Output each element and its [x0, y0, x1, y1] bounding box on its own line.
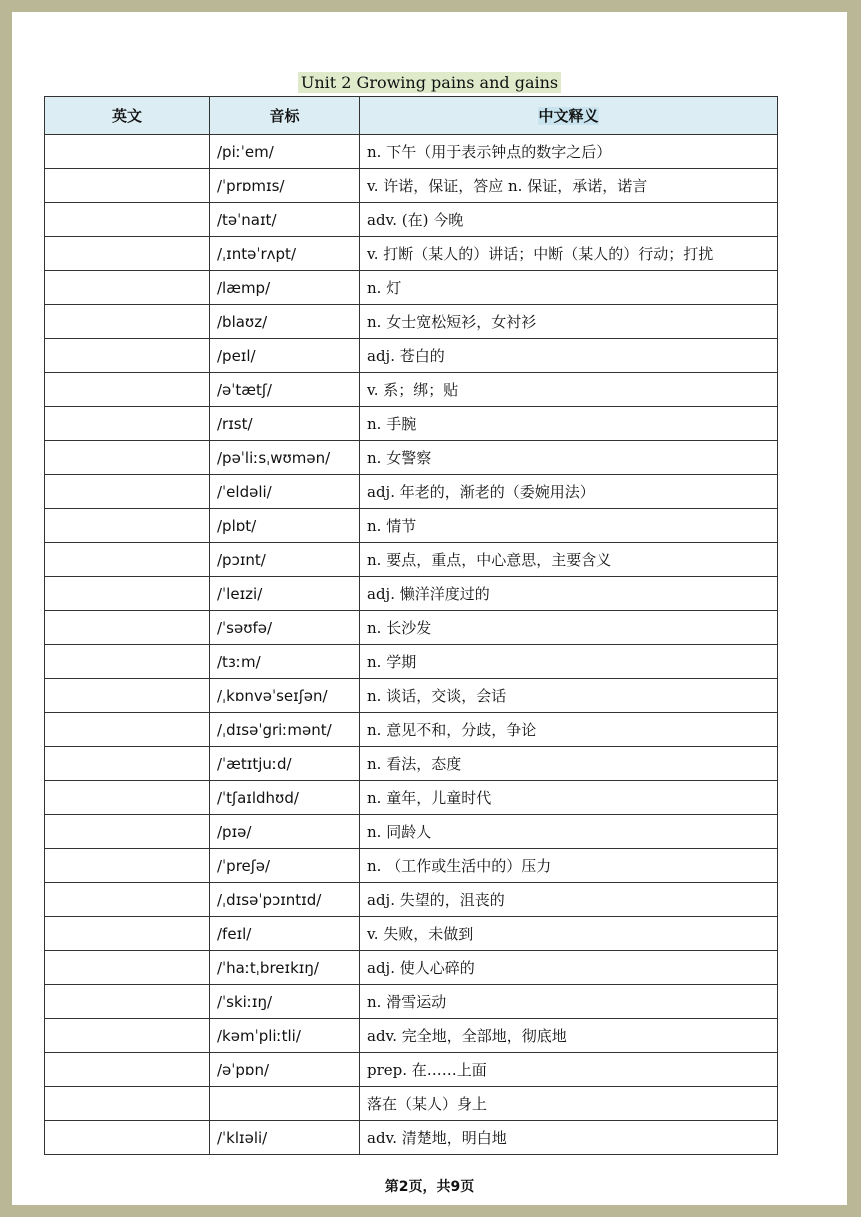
english-word-cell: [45, 339, 210, 373]
meaning-cell: adj. 使人心碎的: [360, 951, 778, 985]
english-word-cell: [45, 475, 210, 509]
phonetic-cell: /ˈpreʃə/: [210, 849, 360, 883]
meaning-cell: v. 失败，未做到: [360, 917, 778, 951]
english-word-cell: [45, 577, 210, 611]
meaning-cell: n. 意见不和，分歧，争论: [360, 713, 778, 747]
phonetic-cell: /pɪə/: [210, 815, 360, 849]
table-row: [45, 407, 778, 441]
phonetic-cell: /kəmˈpliːtli/: [210, 1019, 360, 1053]
phonetic-cell: /ˌɪntəˈrʌpt/: [210, 237, 360, 271]
table-row: [45, 237, 778, 271]
phonetic-cell: /ˈprɒmɪs/: [210, 169, 360, 203]
phonetic-cell: /peɪl/: [210, 339, 360, 373]
meaning-cell: n. 灯: [360, 271, 778, 305]
english-word-cell: [45, 781, 210, 815]
meaning-cell: adv. (在) 今晚: [360, 203, 778, 237]
table-row: [45, 577, 778, 611]
table-row: [45, 815, 778, 849]
english-word-cell: [45, 611, 210, 645]
english-word-cell: [45, 543, 210, 577]
english-word-cell: [45, 441, 210, 475]
meaning-cell: prep. 在……上面: [360, 1053, 778, 1087]
meaning-cell: adj. 懒洋洋度过的: [360, 577, 778, 611]
meaning-cell: n. 看法，态度: [360, 747, 778, 781]
table-row: [45, 917, 778, 951]
meaning-cell: adj. 年老的，渐老的（委婉用法）: [360, 475, 778, 509]
english-word-cell: [45, 985, 210, 1019]
english-word-cell: [45, 1053, 210, 1087]
table-row: [45, 1121, 778, 1155]
table-row: [45, 645, 778, 679]
english-word-cell: [45, 713, 210, 747]
table-row: [45, 475, 778, 509]
table-row: [45, 1019, 778, 1053]
english-word-cell: [45, 271, 210, 305]
meaning-cell: n. 同龄人: [360, 815, 778, 849]
english-word-cell: [45, 849, 210, 883]
column-header-phonetic: 音标: [210, 97, 360, 135]
phonetic-cell: /ˈeldəli/: [210, 475, 360, 509]
phonetic-cell: /pəˈliːsˌwʊmən/: [210, 441, 360, 475]
meaning-cell: adv. 完全地，全部地，彻底地: [360, 1019, 778, 1053]
table-row: [45, 713, 778, 747]
phonetic-cell: /læmp/: [210, 271, 360, 305]
column-header-meaning-text: 中文释义: [538, 107, 599, 125]
english-word-cell: [45, 407, 210, 441]
phonetic-cell: /rɪst/: [210, 407, 360, 441]
table-row: [45, 271, 778, 305]
meaning-cell: v. 许诺，保证，答应 n. 保证，承诺，诺言: [360, 169, 778, 203]
english-word-cell: [45, 917, 210, 951]
phonetic-cell: /plɒt/: [210, 509, 360, 543]
phonetic-cell: /ˈsəʊfə/: [210, 611, 360, 645]
english-word-cell: [45, 305, 210, 339]
phonetic-cell: /feɪl/: [210, 917, 360, 951]
phonetic-cell: /ˈtʃaɪldhʊd/: [210, 781, 360, 815]
english-word-cell: [45, 815, 210, 849]
table-row: [45, 611, 778, 645]
meaning-cell: n. 女警察: [360, 441, 778, 475]
table-row: [45, 883, 778, 917]
meaning-cell: n. 童年，儿童时代: [360, 781, 778, 815]
meaning-cell: n. 下午（用于表示钟点的数字之后）: [360, 135, 778, 169]
english-word-cell: [45, 645, 210, 679]
phonetic-cell: /əˈtætʃ/: [210, 373, 360, 407]
english-word-cell: [45, 1019, 210, 1053]
table-row: [45, 305, 778, 339]
table-row: [45, 781, 778, 815]
english-word-cell: [45, 679, 210, 713]
document-page: [12, 12, 847, 1205]
phonetic-cell: /blaʊz/: [210, 305, 360, 339]
page-number-footer: 第2页，共9页: [384, 1179, 475, 1195]
table-row: [45, 1087, 778, 1121]
table-row: [45, 951, 778, 985]
meaning-cell: v. 系；绑；贴: [360, 373, 778, 407]
english-word-cell: [45, 883, 210, 917]
meaning-cell: adj. 失望的，沮丧的: [360, 883, 778, 917]
phonetic-cell: /ˈklɪəli/: [210, 1121, 360, 1155]
phonetic-cell: /ˈætɪtjuːd/: [210, 747, 360, 781]
phonetic-cell: /əˈpɒn/: [210, 1053, 360, 1087]
meaning-cell: adj. 苍白的: [360, 339, 778, 373]
table-row: [45, 339, 778, 373]
phonetic-cell: /tɜːm/: [210, 645, 360, 679]
meaning-cell: v. 打断（某人的）讲话；中断（某人的）行动；打扰: [360, 237, 778, 271]
english-word-cell: [45, 237, 210, 271]
english-word-cell: [45, 509, 210, 543]
phonetic-cell: /piːˈem/: [210, 135, 360, 169]
english-word-cell: [45, 1087, 210, 1121]
phonetic-cell: /ˌdɪsəˈpɔɪntɪd/: [210, 883, 360, 917]
table-row: [45, 1053, 778, 1087]
table-row: [45, 849, 778, 883]
english-word-cell: [45, 203, 210, 237]
table-row: [45, 543, 778, 577]
meaning-cell: 落在（某人）身上: [360, 1087, 778, 1121]
english-word-cell: [45, 373, 210, 407]
english-word-cell: [45, 169, 210, 203]
english-word-cell: [45, 951, 210, 985]
meaning-cell: adv. 清楚地，明白地: [360, 1121, 778, 1155]
table-row: [45, 169, 778, 203]
meaning-cell: n. 手腕: [360, 407, 778, 441]
english-word-cell: [45, 747, 210, 781]
phonetic-cell: /ˈhaːtˌbreɪkɪŋ/: [210, 951, 360, 985]
document-title-text: Unit 2 Growing pains and gains: [298, 72, 561, 93]
phonetic-cell: [210, 1087, 360, 1121]
meaning-cell: n. 学期: [360, 645, 778, 679]
english-word-cell: [45, 1121, 210, 1155]
meaning-cell: n. （工作或生活中的）压力: [360, 849, 778, 883]
vocabulary-table-body: [45, 135, 778, 1155]
meaning-cell: n. 谈话，交谈，会话: [360, 679, 778, 713]
meaning-cell: n. 要点，重点，中心意思，主要含义: [360, 543, 778, 577]
table-row: [45, 373, 778, 407]
table-row: [45, 135, 778, 169]
meaning-cell: n. 长沙发: [360, 611, 778, 645]
table-row: [45, 509, 778, 543]
meaning-cell: n. 女士宽松短衫，女衬衫: [360, 305, 778, 339]
table-row: [45, 679, 778, 713]
phonetic-cell: /ˌkɒnvəˈseɪʃən/: [210, 679, 360, 713]
table-row: [45, 441, 778, 475]
table-row: [45, 985, 778, 1019]
meaning-cell: n. 情节: [360, 509, 778, 543]
phonetic-cell: /ˌdɪsəˈgriːmənt/: [210, 713, 360, 747]
table-row: [45, 747, 778, 781]
document-title: [12, 72, 847, 94]
phonetic-cell: /ˈleɪzi/: [210, 577, 360, 611]
table-row: [45, 203, 778, 237]
vocabulary-table: [44, 96, 778, 1155]
table-header-row: [45, 97, 778, 135]
english-word-cell: [45, 135, 210, 169]
phonetic-cell: /ˈskiːɪŋ/: [210, 985, 360, 1019]
column-header-english: 英文: [45, 97, 210, 135]
phonetic-cell: /təˈnaɪt/: [210, 203, 360, 237]
phonetic-cell: /pɔɪnt/: [210, 543, 360, 577]
meaning-cell: n. 滑雪运动: [360, 985, 778, 1019]
column-header-meaning: [360, 97, 778, 135]
